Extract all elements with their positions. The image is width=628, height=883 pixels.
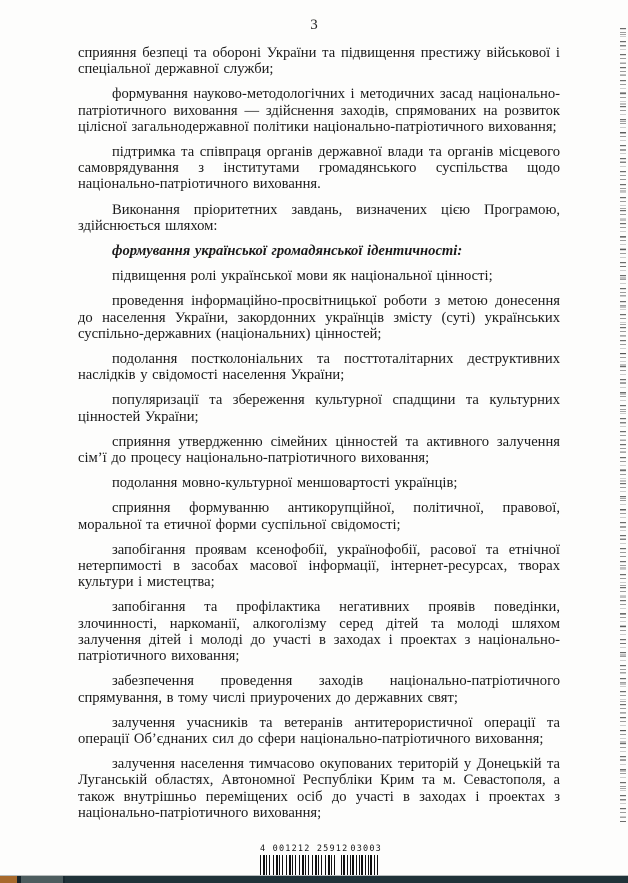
body-paragraph: залучення учасників та ветеранів антитерористичної операції та операції Об’єднаних сил до сфери національно-патріотичного виховання; (78, 714, 560, 747)
barcode-bars-left (260, 855, 336, 876)
scan-edge-segment-teal (65, 876, 628, 883)
barcode-digits-right: 03003 (350, 844, 382, 854)
body-paragraph: подолання постколоніальних та посттоталітарних деструктивних наслідків у свідомості населення України; (78, 351, 560, 384)
page-number: 3 (310, 17, 318, 33)
scan-edge-segment-slate (21, 876, 63, 883)
body-paragraph: сприяння утвердженню сімейних цінностей та активного залучення сім’ї до процесу національно-патріотичного виховання; (78, 433, 560, 467)
body-paragraph: сприяння безпеці та обороні України та підвищення престижу військової і спеціальної державної служби; (78, 45, 560, 78)
scan-edge-segment-orange (0, 876, 17, 883)
body-paragraph: сприяння формуванню антикорупційної, політичної, правової, моральної та етичної форми суспільної свідомості; (78, 500, 560, 533)
body-paragraph: залучення населення тимчасово окупованих територій у Донецькій та Луганській областях, Автономної Республіки Крим та м. Севастополя, а також внутрішньо переміщених осіб до участі в заходах і проектах з національно-патріотичного виховання; (78, 756, 560, 821)
body-paragraph: Виконання пріоритетних завдань, визначених цією Програмою, здійснюється шляхом: (78, 201, 560, 234)
barcode-digits-left: 4 001212 25912 (260, 844, 349, 854)
body-paragraph: підтримка та співпраця органів державної влади та органів місцевого самоврядування з інститутами громадянського суспільства щодо національно-патріотичного виховання. (78, 144, 560, 193)
body-paragraph: формування науково-методологічних і методичних засад національно-патріотичного виховання — здійснення заходів, спрямованих на розвиток цілісної загальнодержавної політики національно-патріотичного виховання; (78, 86, 560, 135)
section-heading-italic: формування української громадянської ідентичності: (112, 243, 463, 260)
scan-bottom-edge (0, 875, 628, 883)
barcode-digits (260, 844, 382, 854)
body-paragraph: забезпечення проведення заходів національно-патріотичного спрямування, в тому числі приурочених до державних свят; (78, 673, 560, 706)
document-body (0, 34, 628, 821)
barcode-bars-right (341, 855, 379, 876)
body-paragraph: запобігання та профілактика негативних проявів поведінки, злочинності, наркоманії, алкоголізму серед дітей та молоді шляхом залучення дітей і молоді до участі в заходах і проектах з національно-патріотичного виховання; (78, 599, 560, 665)
barcode-bars (260, 855, 382, 876)
body-paragraph: проведення інформаційно-просвітницької роботи з метою донесення до населення України, закордонних українців змісту (суті) українських суспільно-державних (національних) цінностей; (78, 293, 560, 342)
scan-edge-noise-right (620, 28, 626, 822)
body-paragraph: підвищення ролі української мови як національної цінності; (112, 268, 493, 285)
barcode (260, 844, 382, 876)
body-paragraph: запобігання проявам ксенофобії, українофобії, расової та етнічної нетерпимості в засобах масової інформації, інтернет-ресурсах, творах культури і мистецтва; (78, 541, 560, 591)
body-paragraph: популяризації та збереження культурної спадщини та культурних цінностей України; (78, 392, 560, 425)
body-paragraph: подолання мовно-культурної меншовартості українців; (112, 475, 458, 492)
